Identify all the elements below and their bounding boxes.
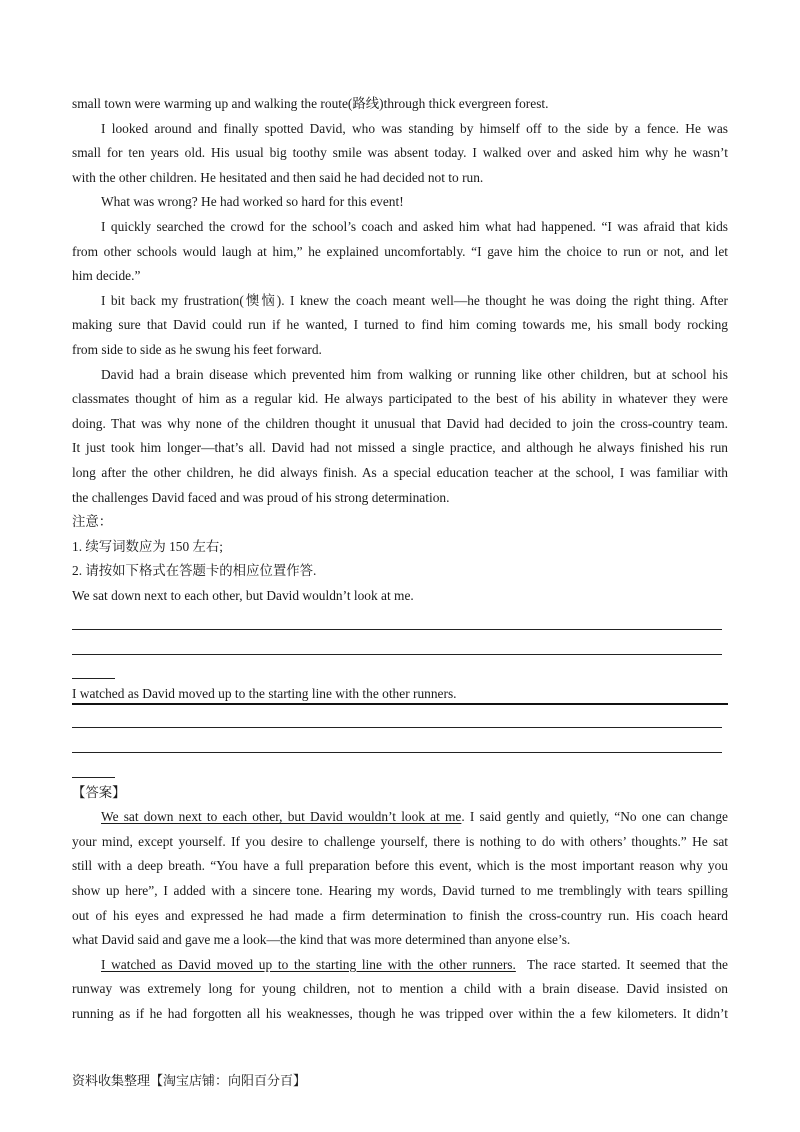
passage-line: him decide.” xyxy=(72,268,141,284)
answer-line-text xyxy=(72,953,728,978)
passage-line: classmates thought of him as a regular kid. He always participated to the best of his ability in whatever they were xyxy=(72,391,728,407)
notes-heading: 注意： xyxy=(72,514,113,530)
answer-line-text: your mind, except yourself. If you desire to challenge yourself, there is nothing to do with others’ thoughts.” He sat xyxy=(72,833,728,849)
document-page xyxy=(72,92,728,1027)
answer-line-text: still with a deep breath. “You have a full preparation before this event, which is the most important reason why you xyxy=(72,858,728,874)
answer-line-text: runway was extremely long for young children, not to mention a child with a brain disease. David insisted on xyxy=(72,981,728,997)
passage-line: small for ten years old. His usual big toothy smile was absent today. I walked over and asked him why he wasn’t xyxy=(72,145,728,161)
answer-line-text: show up here”, I added with a sincere tone. Hearing my words, David turned to me tremblingly with tears spilling xyxy=(72,883,728,898)
passage-line: long after the other children, he did always finish. As a special education teacher at the school, I was familiar with xyxy=(72,464,728,480)
passage-line: I bit back my frustration(懊恼). I knew the coach meant well—he thought he was doing the right thing. After xyxy=(101,292,728,308)
answer-text: The race started. It seemed that the xyxy=(515,956,728,972)
answer-line-text: out of his eyes and expressed he had made a firm determination to finish the cross-country run. His coach heard xyxy=(72,907,728,923)
answer-prompt-underlined: We sat down next to each other, but David wouldn’t look at me xyxy=(101,809,462,825)
notes-item: 1. 续写词数应为 150 左右; xyxy=(72,538,224,554)
answer-heading: 【答案】 xyxy=(72,784,126,800)
passage-line: David had a brain disease which prevented him from walking or running like other children, but at school his xyxy=(101,366,728,382)
answer-line-text xyxy=(72,805,728,830)
answer-line xyxy=(72,707,728,732)
answer-line xyxy=(72,731,728,756)
passage-line: from side to side as he swung his feet forward. xyxy=(72,341,322,357)
passage-line: What was wrong? He had worked so hard for this event! xyxy=(101,194,404,210)
prompt-second-text: I watched as David moved up to the starting line with the other runners. xyxy=(72,686,457,702)
answer-line xyxy=(72,633,728,658)
footer-source: 资料收集整理【淘宝店铺：向阳百分百】 xyxy=(72,1074,307,1089)
answer-line-text: what David said and gave me a look—the kind that was more determined than anyone else’s. xyxy=(72,932,571,948)
divider xyxy=(72,703,728,705)
answer-line-short xyxy=(72,756,728,781)
answer-text: . I said gently and quietly, “No one can change xyxy=(461,809,728,825)
prompt-second xyxy=(72,682,728,707)
passage-line: doing. That was why none of the children thought it unusual that David had decided to join the cross-country team. xyxy=(72,415,728,431)
passage-line: It just took him longer—that’s all. David had not missed a single practice, and although he always finished his run xyxy=(72,440,728,456)
answer-prompt-underlined: I watched as David moved up to the starting line with the other runners. xyxy=(101,956,516,972)
passage-line: small town were warming up and walking the route(路线)through thick evergreen forest. xyxy=(72,96,549,111)
answer-line xyxy=(72,608,728,633)
answer-line-text: running as if he had forgotten all his weaknesses, though he was tripped over within the a few kilometers. It didn’t xyxy=(72,1005,728,1021)
passage-line: the challenges David faced and was proud of his strong determination. xyxy=(72,489,450,505)
passage-line: from other schools would laugh at him,” he explained uncomfortably. “I gave him the choice to run or not, and let xyxy=(72,243,728,259)
answer-line-short xyxy=(72,658,728,683)
passage-line: I looked around and finally spotted David, who was standing by himself off to the side by a fence. He was xyxy=(101,120,728,136)
passage-line: with the other children. He hesitated and then said he had decided not to run. xyxy=(72,169,484,185)
prompt-first: We sat down next to each other, but David wouldn’t look at me. xyxy=(72,587,414,603)
passage-line: I quickly searched the crowd for the school’s coach and asked him what had happened. “I was afraid that kids xyxy=(101,218,728,234)
notes-item: 2. 请按如下格式在答题卡的相应位置作答. xyxy=(72,563,317,579)
passage-line: making sure that David could run if he wanted, I turned to find him coming towards me, his small body rocking xyxy=(72,317,728,333)
